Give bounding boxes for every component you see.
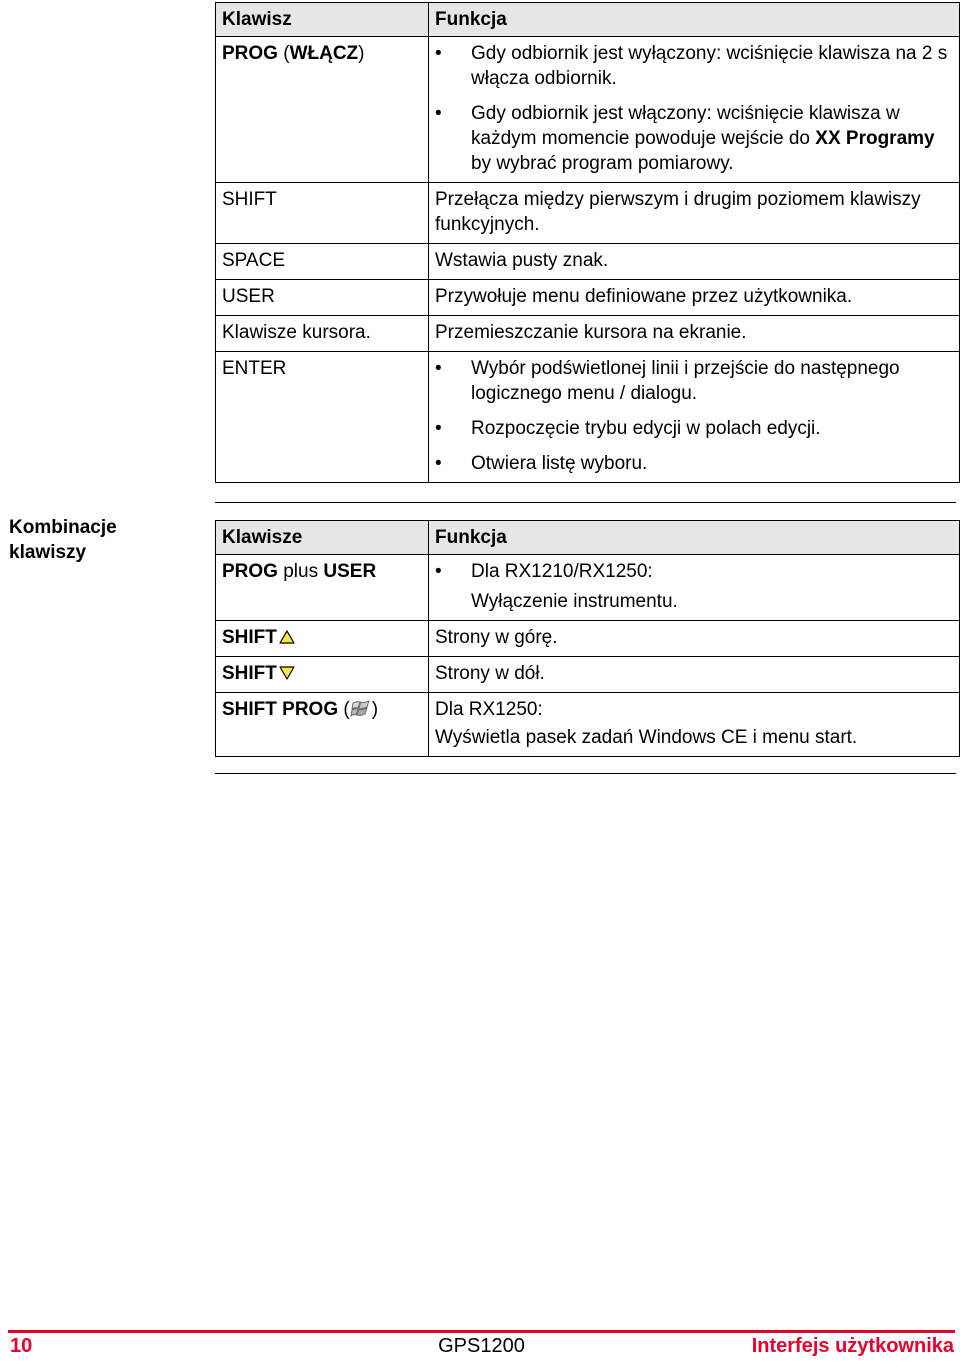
table-row xyxy=(216,555,960,621)
column-header-function: Funkcja xyxy=(429,3,960,37)
section-divider xyxy=(215,502,956,503)
key-shift: SHIFT xyxy=(222,663,277,684)
key-cell xyxy=(216,657,429,693)
side-heading: Kombinacje klawiszy xyxy=(9,517,117,563)
bullet-text: Dla RX1210/RX1250: xyxy=(471,561,653,582)
section-divider xyxy=(215,773,956,774)
table-header-row xyxy=(216,521,960,555)
function-cell xyxy=(429,693,960,757)
function-line: Wyświetla pasek zadań Windows CE i menu start. xyxy=(435,727,858,748)
key-user: USER xyxy=(216,280,429,316)
column-header-keys: Klawisze xyxy=(216,521,429,555)
key-paren-close: ) xyxy=(358,43,365,64)
key-shift: SHIFT xyxy=(216,183,429,244)
key-combinations-table xyxy=(215,520,960,757)
bullet-item: • Wybór podświetlonej linii i przejście do następnego logicznego menu / dialogu. xyxy=(435,356,953,406)
key-wlacz: WŁĄCZ xyxy=(289,43,359,64)
table-row xyxy=(216,621,960,657)
function-shift: Przełącza między pierwszym i drugim poziomem klawiszy funkcyjnych. xyxy=(429,183,960,244)
bullet-item xyxy=(435,559,953,614)
function-cell xyxy=(429,352,960,483)
bullet-text: by wybrać program pomiarowy. xyxy=(471,153,734,174)
key-paren: ( xyxy=(277,43,290,64)
column-header-function: Funkcja xyxy=(429,521,960,555)
footer-product: GPS1200 xyxy=(438,1335,525,1357)
function-cursor: Przemieszczanie kursora na ekranie. xyxy=(429,316,960,352)
table-row xyxy=(216,657,960,693)
table-header-row xyxy=(216,3,960,37)
key-prog: PROG xyxy=(222,561,278,582)
bullet-item: • Otwiera listę wyboru. xyxy=(435,451,953,476)
function-user: Przywołuje menu definiowane przez użytkownika. xyxy=(429,280,960,316)
keys-table xyxy=(215,2,960,483)
bullet-text-cont: Wyłączenie instrumentu. xyxy=(471,591,678,612)
key-prog: PROG xyxy=(222,43,278,64)
key-enter: ENTER xyxy=(216,352,429,483)
footer-page-number: 10 xyxy=(10,1335,33,1357)
bullet-item: • Rozpoczęcie trybu edycji w polach edycji. xyxy=(435,416,953,441)
key-paren-close: ) xyxy=(371,699,379,720)
function-cell: Strony w górę. xyxy=(429,621,960,657)
arrow-up-icon xyxy=(279,630,295,644)
function-cell: Strony w dół. xyxy=(429,657,960,693)
key-plus: plus xyxy=(277,561,324,582)
key-space: SPACE xyxy=(216,244,429,280)
bullet-bold-text: XX Programy xyxy=(815,128,935,149)
function-space: Wstawia pusty znak. xyxy=(429,244,960,280)
footer-chapter-title: Interfejs użytkownika xyxy=(751,1335,954,1357)
key-cell xyxy=(216,37,429,183)
function-line: Dla RX1250: xyxy=(435,699,543,720)
table-row xyxy=(216,352,960,483)
key-user: USER xyxy=(323,561,377,582)
table-row xyxy=(216,316,960,352)
key-cell xyxy=(216,621,429,657)
key-cell xyxy=(216,693,429,757)
windows-logo-icon xyxy=(350,698,372,718)
function-cell xyxy=(429,555,960,621)
table-row xyxy=(216,280,960,316)
key-shift: SHIFT xyxy=(222,627,277,648)
key-cell xyxy=(216,555,429,621)
table-row xyxy=(216,693,960,757)
key-paren: ( xyxy=(338,699,350,720)
function-cell xyxy=(429,37,960,183)
bullet-item xyxy=(435,101,953,176)
bullet-text: Gdy odbiornik jest włączony: wciśnięcie klawisza w każdym momencie powoduje wejście do xyxy=(471,103,900,149)
column-header-key: Klawisz xyxy=(216,3,429,37)
key-cursor: Klawisze kursora. xyxy=(216,316,429,352)
table-row xyxy=(216,244,960,280)
key-shift-prog: SHIFT PROG xyxy=(222,699,339,720)
table-row xyxy=(216,37,960,183)
arrow-down-icon xyxy=(279,666,295,680)
bullet-item: • Gdy odbiornik jest wyłączony: wciśnięcie klawisza na 2 s włącza odbiornik. xyxy=(435,41,953,91)
table-row xyxy=(216,183,960,244)
